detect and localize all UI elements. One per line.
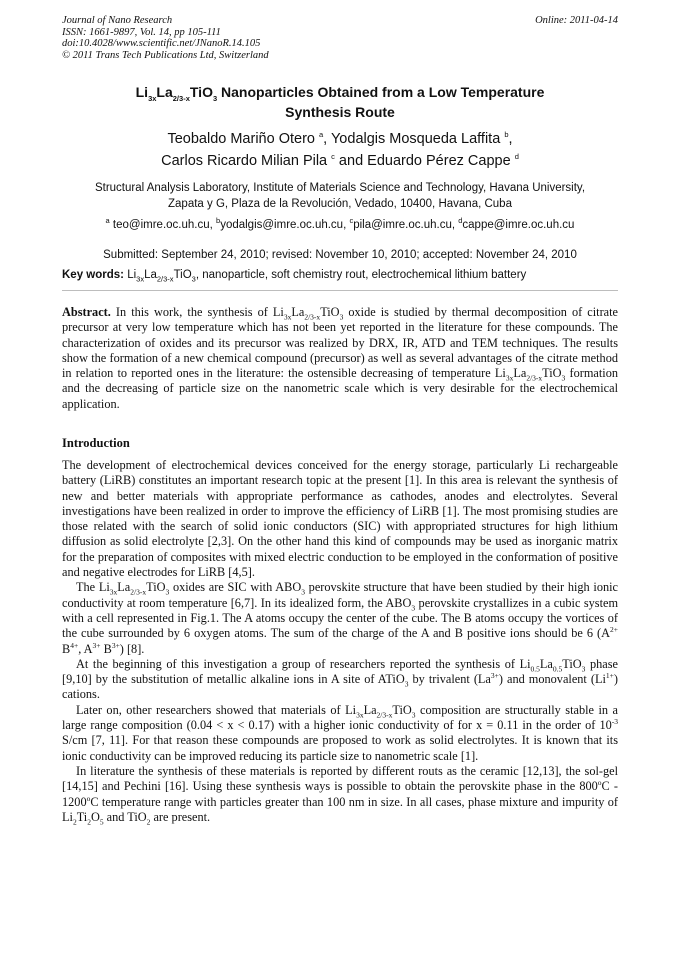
abstract: Abstract. In this work, the synthesis of $Li_{3x}La_{2/3-x}TiO_3$ oxide is studied by thermal decomposition of citrate precursor at very low temperature which has not been yet reported in the literature for these compounds. The characterization of oxides and its precursor was realized by DRX, IR, ATD and TEM techniques. The results show the formation of a new chemical compound (precursor) as well as several advantages of the citrate method in relation to reported ones in the literature: the ostensible decreasing of temperature $Li_{3x}La_{2/3-x}TiO_3$ formation and the decreasing of particle size on the nanometric scale which is very desirable for the electrochemical application. (62, 305, 618, 411)
journal-copyright: © 2011 Trans Tech Publications Ltd, Switzerland (62, 49, 269, 61)
author-1: Teobaldo Mariño Otero (167, 131, 315, 147)
email-a[interactable]: teo@imre.oc.uh.cu (112, 219, 210, 231)
submission-dates: Submitted: September 24, 2010; revised: November 10, 2010; accepted: November 24, 2010 (103, 249, 577, 261)
paper-title (62, 82, 618, 122)
author-4: Eduardo Pérez Cappe (367, 153, 511, 169)
author-list: Teobaldo Mariño Otero $^a$, Yodalgis Mosqueda Laffita $^b$, Carlos Ricardo Milian Pila $^c$ and Eduardo Pérez Cappe $^d$ (161, 130, 519, 169)
abstract-label: Abstract. (62, 305, 111, 319)
author-3: Carlos Ricardo Milian Pila (161, 153, 328, 169)
paragraph-5: In literature the synthesis of these materials is reported by different routs as the ceramic [12,13], the sol-gel [14,15] and Pechini [16]. Using these synthesis ways is possible to obtain the perovskite phase in the 800$^o$C - 1200$^o$C temperature range with particles greater than 100 nm in size. In all cases, phase mixture and impurity of $Li_2Ti_2O_5$ and TiO$_2$ are present. (62, 763, 618, 827)
introduction-body (62, 458, 618, 825)
paragraph-3: At the beginning of this investigation a group of researchers reported the synthesis of $Li_{0.5}La_{0.5}TiO_3$ phase [9,10] by the substitution of metallic alkaline ions in A site of ATiO$_3$ by trivalent $(La^{3+})$ and monovalent $(Li^{1+})$ cations. (62, 656, 618, 702)
journal-header (62, 15, 618, 61)
email-d[interactable]: cappe@imre.oc.uh.cu (462, 219, 575, 231)
online-date: Online: 2011-04-14 (535, 15, 618, 26)
paragraph-1: The development of electrochemical devices conceived for the energy storage, particularly Li rechargeable battery (LiRB) constitutes an important research topic at the present [1]. In this area is relevant the synthesis of new and better materials with appropriate performance as cathodes, anodes and electrolytes. Several investigations have been realized in order to improve the efficiency of LiRB [1]. The most promising studies are those related with the search of solid ionic conductors (SIC) with appropriated structures for high lithium diffusion as solid electrolyte [2,3]. On the other hand this kind of compounds may be used as inorganic matrix for the preparation of composites with mixed electric conduction to be employed in the conformation of positive and negative electrodes for LiRB [4,5]. (62, 458, 618, 580)
email-c[interactable]: pila@imre.oc.uh.cu (353, 219, 452, 231)
affiliation: Structural Analysis Laboratory, Institute of Materials Science and Technology, Havana University, Zapata y G, Plaza de la Revolución, Vedado, 10400, Havana, Cuba (94, 182, 586, 210)
divider (62, 290, 618, 291)
author-2: Yodalgis Mosqueda Laffita (330, 131, 501, 147)
keywords-label: Key words: (62, 269, 124, 281)
author-emails: $^a$ teo@imre.oc.uh.cu, $^b$yodalgis@imre.oc.uh.cu, $^c$pila@imre.oc.uh.cu, $^d$cappe@imre.oc.uh.cu (105, 216, 575, 231)
journal-issn: ISSN: 1661-9897, Vol. 14, pp 105-111 (62, 26, 221, 38)
paragraph-4: Later on, other researchers showed that materials of $Li_{3x}La_{2/3-x}TiO_3$ composition are structurally stable in a large range composition (0.04 < x < 0.17) with a higher ionic conductivity of for x = 0.11 in the order of $10^{-3}$ S/cm [7, 11]. For that reason these compounds are proposed to work as solid electrolytes. It is known that its ionic conductivity can be improved reducing its particle size to nanometric scale [1]. (62, 702, 618, 763)
email-b[interactable]: yodalgis@imre.oc.uh.cu (220, 219, 344, 231)
title-line-2: Synthesis Route (285, 104, 395, 120)
title-line-1: $Li_{3x}La_{2/3-x}TiO_3$ Nanoparticles Obtained from a Low Temperature (135, 84, 545, 103)
keywords: Key words: $Li_{3x}La_{2/3-x}TiO_3$, nanoparticle, soft chemistry rout, electrochemical lithium battery (62, 269, 527, 284)
paragraph-2: The $Li_{3x}La_{2/3-x}TiO_3$ oxides are SIC with $ABO_3$ perovskite structure that have been studied by their high ionic conductivity at room temperature [6,7]. In its idealized form, the $ABO_3$ perovskite crystallizes in a cubic system with a cell represented in Fig.1. The A atoms occupy the center of the cube. The B atoms occupy the vortices of the cube surrounded by 6 oxygen atoms. The sum of the charge of the A and B positive ions should be 6 ($A^{2+}$ $B^{4+}$, $A^{3+}$ $B^{3+}$) [8]. (62, 580, 619, 656)
introduction-heading: Introduction (62, 436, 130, 450)
journal-doi: doi:10.4028/www.scientific.net/JNanoR.14.105 (62, 38, 261, 49)
journal-name: Journal of Nano Research (62, 15, 173, 26)
